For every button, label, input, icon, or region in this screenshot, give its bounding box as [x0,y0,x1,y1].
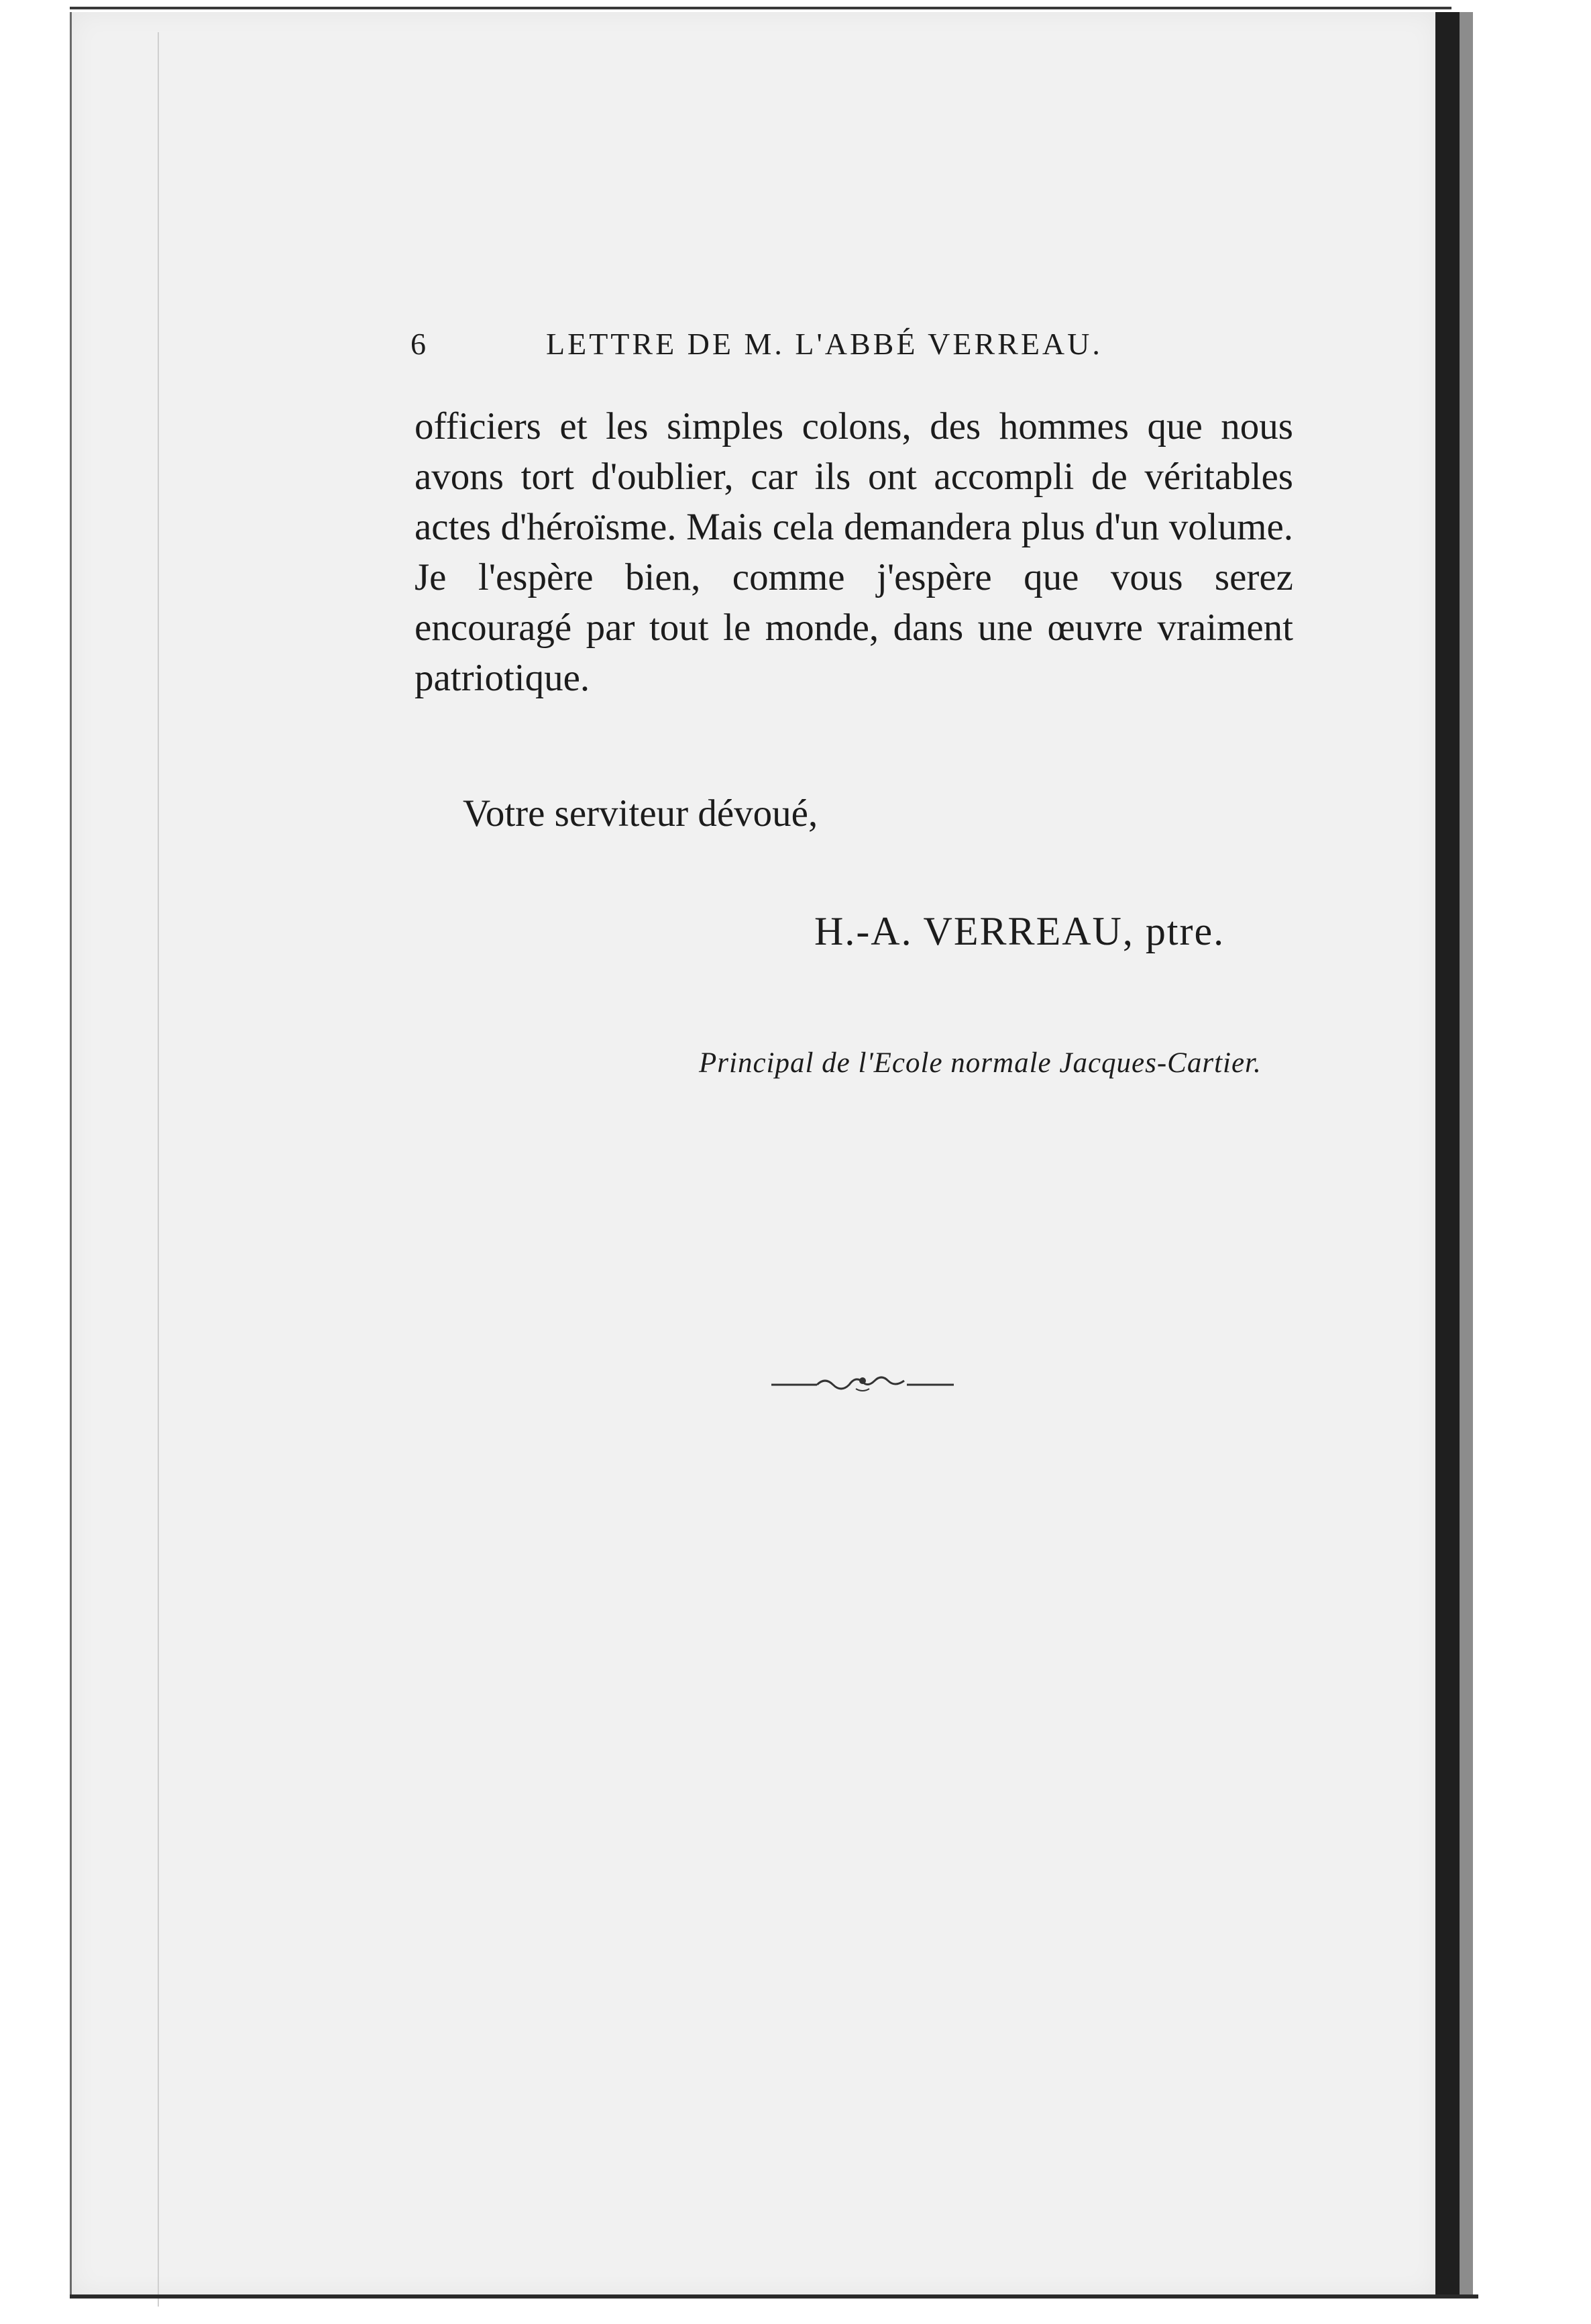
letter-body [415,401,1293,703]
signatory-title: Principal de l'Ecole normale Jacques-Cartier. [699,1047,1262,1079]
scan-bottom-edge [70,2294,1478,2299]
scan-top-edge [70,7,1451,9]
page-number: 6 [410,327,429,361]
page-header [410,326,1155,373]
decorative-vine-icon [770,1371,955,1395]
running-head: LETTRE DE M. L'ABBÉ VERREAU. [546,327,1103,361]
page-margin-line [158,32,159,2307]
page-binding-edge [1435,12,1460,2296]
signature: H.-A. VERREAU, ptre. [814,909,1225,953]
closing-line: Votre serviteur dévoué, [463,792,818,835]
body-paragraph: officiers et les simples colons, des hommes que nous avons tort d'oublier, car ils ont accompli de véritables actes d'héroïsme. Mais cela demandera plus d'un volume. Je l'espère bien, comme j'espère que vous serez encouragé par tout le monde, dans une œuvre vraiment patriotique. [415,405,1293,699]
adjacent-page-edge [1460,12,1473,2296]
